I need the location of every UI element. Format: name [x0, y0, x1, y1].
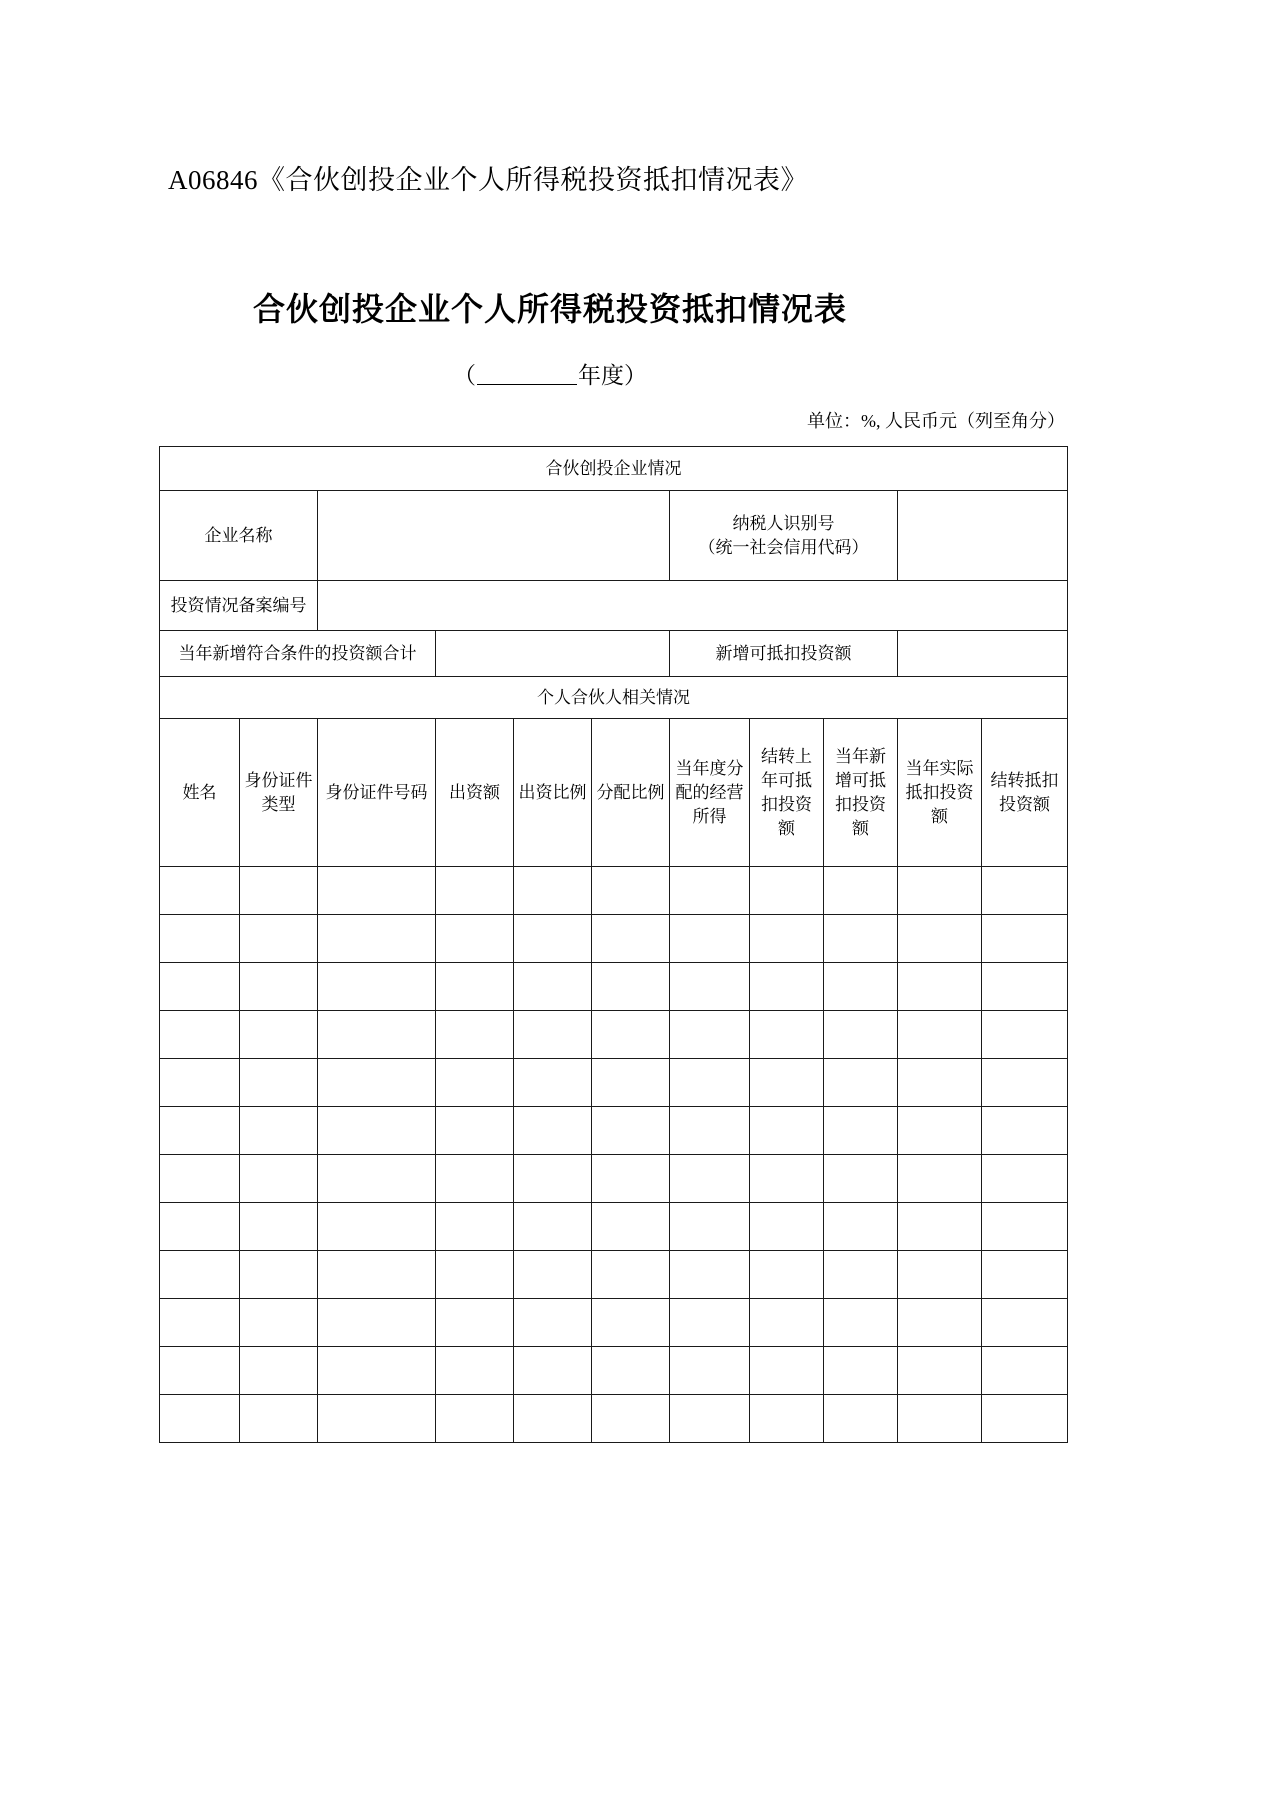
table-cell[interactable] [750, 1203, 824, 1251]
table-row [160, 963, 1068, 1011]
table-cell[interactable] [982, 1395, 1068, 1443]
new-qualified-investment-label: 当年新增符合条件的投资额合计 [160, 631, 436, 677]
column-header-id-number: 身份证件号码 [318, 719, 436, 867]
table-cell[interactable] [982, 1251, 1068, 1299]
year-paren-close: 年度） [578, 363, 647, 388]
new-qualified-investment-input[interactable] [436, 631, 670, 677]
table-cell[interactable] [982, 1155, 1068, 1203]
table-row [160, 1107, 1068, 1155]
table-cell[interactable] [160, 1107, 240, 1155]
table-cell[interactable] [592, 1299, 670, 1347]
table-cell[interactable] [592, 915, 670, 963]
table-cell[interactable] [160, 963, 240, 1011]
year-input-blank[interactable] [477, 384, 577, 385]
table-cell[interactable] [670, 1203, 750, 1251]
table-cell[interactable] [240, 1059, 318, 1107]
new-deductible-investment-input[interactable] [898, 631, 1068, 677]
table-cell[interactable] [318, 1299, 436, 1347]
table-cell[interactable] [824, 867, 898, 915]
table-cell[interactable] [750, 1059, 824, 1107]
column-header-carryover-prior-deductible: 结转上年可抵扣投资额 [750, 719, 824, 867]
table-cell[interactable] [750, 1299, 824, 1347]
table-cell[interactable] [982, 1347, 1068, 1395]
table-cell[interactable] [160, 1251, 240, 1299]
form-code-heading: A06846《合伙创投企业个人所得税投资抵扣情况表》 [168, 165, 808, 195]
table-cell[interactable] [318, 1011, 436, 1059]
table-row [160, 1395, 1068, 1443]
table-cell[interactable] [436, 1155, 514, 1203]
table-cell[interactable] [824, 1299, 898, 1347]
table-cell[interactable] [670, 915, 750, 963]
table-cell[interactable] [514, 1011, 592, 1059]
table-cell[interactable] [318, 963, 436, 1011]
table-cell[interactable] [982, 1059, 1068, 1107]
table-cell[interactable] [592, 1347, 670, 1395]
table-cell[interactable] [436, 915, 514, 963]
page-title: 合伙创投企业个人所得税投资抵扣情况表 [252, 290, 847, 328]
table-cell[interactable] [514, 1155, 592, 1203]
table-cell[interactable] [514, 867, 592, 915]
table-cell[interactable] [514, 1251, 592, 1299]
table-cell[interactable] [240, 1203, 318, 1251]
taxpayer-id-label [670, 491, 898, 581]
table-cell[interactable] [898, 1395, 982, 1443]
record-number-label: 投资情况备案编号 [160, 581, 318, 631]
table-row [160, 1299, 1068, 1347]
table-cell[interactable] [436, 1059, 514, 1107]
table-cell[interactable] [240, 915, 318, 963]
record-number-input[interactable] [318, 581, 1068, 631]
table-cell[interactable] [592, 867, 670, 915]
table-cell[interactable] [750, 1251, 824, 1299]
table-row [160, 1251, 1068, 1299]
year-field-line [0, 360, 1100, 392]
table-cell[interactable] [160, 1299, 240, 1347]
table-cell[interactable] [824, 1203, 898, 1251]
table-cell[interactable] [670, 867, 750, 915]
table-cell[interactable] [318, 915, 436, 963]
table-cell[interactable] [750, 1107, 824, 1155]
table-cell[interactable] [670, 1059, 750, 1107]
table-cell[interactable] [824, 1251, 898, 1299]
table-cell[interactable] [824, 1059, 898, 1107]
table-cell[interactable] [898, 1059, 982, 1107]
table-cell[interactable] [898, 1155, 982, 1203]
partners-section-title: 个人合伙人相关情况 [160, 677, 1068, 719]
table-cell[interactable] [824, 1011, 898, 1059]
year-paren-open: （ [453, 363, 476, 388]
table-cell[interactable] [514, 963, 592, 1011]
table-cell[interactable] [514, 915, 592, 963]
table-cell[interactable] [160, 915, 240, 963]
table-cell[interactable] [240, 1395, 318, 1443]
table-body [160, 867, 1068, 1443]
table-cell[interactable] [160, 1395, 240, 1443]
table-cell[interactable] [750, 1395, 824, 1443]
table-cell[interactable] [898, 1107, 982, 1155]
table-cell[interactable] [160, 867, 240, 915]
table-cell[interactable] [898, 867, 982, 915]
table-cell[interactable] [982, 1299, 1068, 1347]
column-header-row [160, 719, 1068, 867]
table-row [160, 1155, 1068, 1203]
table-cell[interactable] [240, 963, 318, 1011]
table-cell[interactable] [898, 963, 982, 1011]
table-cell[interactable] [436, 963, 514, 1011]
table-cell[interactable] [318, 1059, 436, 1107]
table-cell[interactable] [514, 1203, 592, 1251]
table-cell[interactable] [592, 1155, 670, 1203]
table-cell[interactable] [982, 1011, 1068, 1059]
table-cell[interactable] [824, 1395, 898, 1443]
table-cell[interactable] [592, 1251, 670, 1299]
table-cell[interactable] [592, 1107, 670, 1155]
table-cell[interactable] [898, 1011, 982, 1059]
table-cell[interactable] [670, 1299, 750, 1347]
table-cell[interactable] [750, 915, 824, 963]
table-cell[interactable] [750, 1347, 824, 1395]
table-cell[interactable] [240, 1107, 318, 1155]
table-cell[interactable] [240, 1347, 318, 1395]
enterprise-section-title: 合伙创投企业情况 [160, 447, 1068, 491]
table-cell[interactable] [824, 1107, 898, 1155]
table-cell[interactable] [318, 1251, 436, 1299]
table-cell[interactable] [670, 1107, 750, 1155]
table-row [160, 1011, 1068, 1059]
table-cell[interactable] [898, 915, 982, 963]
table-cell[interactable] [592, 1059, 670, 1107]
table-cell[interactable] [240, 1251, 318, 1299]
taxpayer-id-input[interactable] [898, 491, 1068, 581]
table-cell[interactable] [982, 867, 1068, 915]
table-cell[interactable] [592, 1395, 670, 1443]
column-header-carryforward-deductible: 结转抵扣投资额 [982, 719, 1068, 867]
table-row [160, 1059, 1068, 1107]
table-cell[interactable] [240, 1011, 318, 1059]
table-row [160, 915, 1068, 963]
table-cell[interactable] [982, 1203, 1068, 1251]
table-cell[interactable] [898, 1347, 982, 1395]
table-cell[interactable] [824, 1155, 898, 1203]
table-cell[interactable] [824, 1347, 898, 1395]
new-deductible-investment-label: 新增可抵扣投资额 [670, 631, 898, 677]
table-cell[interactable] [514, 1347, 592, 1395]
column-header-distribution-ratio: 分配比例 [592, 719, 670, 867]
table-cell[interactable] [514, 1299, 592, 1347]
column-header-current-year-actual-deducted: 当年实际抵扣投资额 [898, 719, 982, 867]
table-cell[interactable] [436, 867, 514, 915]
table-cell[interactable] [436, 1107, 514, 1155]
enterprise-name-label: 企业名称 [160, 491, 318, 581]
table-cell[interactable] [318, 867, 436, 915]
table-cell[interactable] [436, 1347, 514, 1395]
table-cell[interactable] [750, 1011, 824, 1059]
table-cell[interactable] [436, 1299, 514, 1347]
taxpayer-id-label-line2: （统一社会信用代码） [698, 537, 869, 557]
table-cell[interactable] [670, 1347, 750, 1395]
table-cell[interactable] [318, 1203, 436, 1251]
table-cell[interactable] [318, 1347, 436, 1395]
table-cell[interactable] [670, 1155, 750, 1203]
table-row [160, 867, 1068, 915]
table-cell[interactable] [670, 963, 750, 1011]
investment-deduction-table [159, 446, 1068, 1443]
table-cell[interactable] [982, 963, 1068, 1011]
table-cell[interactable] [160, 1059, 240, 1107]
table-cell[interactable] [160, 1347, 240, 1395]
taxpayer-id-label-line1: 纳税人识别号 [732, 513, 835, 533]
table-cell[interactable] [750, 867, 824, 915]
table-cell[interactable] [592, 1203, 670, 1251]
table-cell[interactable] [898, 1299, 982, 1347]
table-cell[interactable] [436, 1203, 514, 1251]
table-cell[interactable] [982, 915, 1068, 963]
table-cell[interactable] [592, 1011, 670, 1059]
column-header-contribution-amount: 出资额 [436, 719, 514, 867]
table-cell[interactable] [436, 1011, 514, 1059]
table-cell[interactable] [750, 963, 824, 1011]
table-cell[interactable] [824, 963, 898, 1011]
column-header-id-type: 身份证件类型 [240, 719, 318, 867]
table-cell[interactable] [436, 1251, 514, 1299]
table-cell[interactable] [318, 1107, 436, 1155]
table-cell[interactable] [160, 1203, 240, 1251]
table-cell[interactable] [670, 1011, 750, 1059]
column-header-contribution-ratio: 出资比例 [514, 719, 592, 867]
table-cell[interactable] [240, 1299, 318, 1347]
table-row [160, 1203, 1068, 1251]
table-cell[interactable] [436, 1395, 514, 1443]
table-cell[interactable] [240, 867, 318, 915]
enterprise-name-input[interactable] [318, 491, 670, 581]
table-cell[interactable] [982, 1107, 1068, 1155]
table-cell[interactable] [318, 1155, 436, 1203]
table-cell[interactable] [898, 1251, 982, 1299]
column-header-current-year-income: 当年度分配的经营所得 [670, 719, 750, 867]
table-cell[interactable] [514, 1107, 592, 1155]
table-cell[interactable] [160, 1011, 240, 1059]
table-row [160, 1347, 1068, 1395]
table-cell[interactable] [670, 1251, 750, 1299]
table-cell[interactable] [750, 1155, 824, 1203]
table-cell[interactable] [670, 1395, 750, 1443]
column-header-name: 姓名 [160, 719, 240, 867]
table-cell[interactable] [514, 1395, 592, 1443]
table-cell[interactable] [160, 1155, 240, 1203]
table-cell[interactable] [824, 915, 898, 963]
table-cell[interactable] [898, 1203, 982, 1251]
unit-note: 单位：%, 人民币元（列至角分） [807, 411, 1065, 431]
table-cell[interactable] [240, 1155, 318, 1203]
table-cell[interactable] [514, 1059, 592, 1107]
table-cell[interactable] [592, 963, 670, 1011]
table-cell[interactable] [318, 1395, 436, 1443]
column-header-current-year-new-deductible: 当年新增可抵扣投资额 [824, 719, 898, 867]
